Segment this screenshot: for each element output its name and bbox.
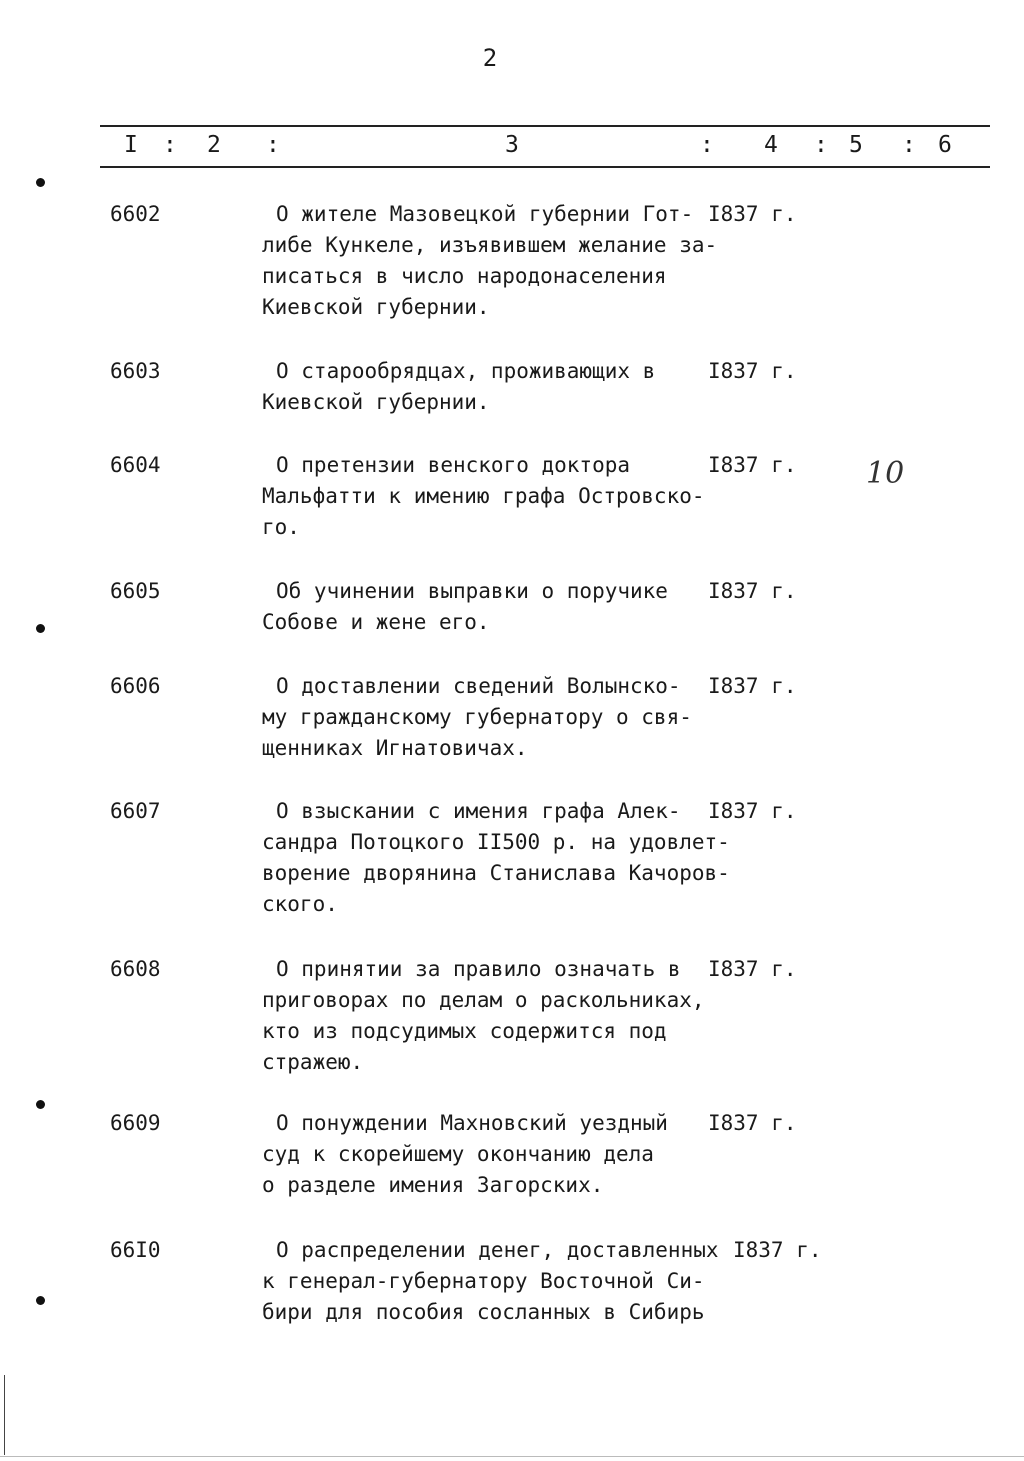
entry-number: 6608 <box>110 957 161 981</box>
entry-description <box>262 954 717 1078</box>
punch-hole-mark <box>36 1100 45 1109</box>
column-separator: : <box>163 132 177 158</box>
entry-year: I837 г. <box>733 1238 822 1262</box>
punch-hole-mark <box>36 178 45 187</box>
entry-number: 66I0 <box>110 1238 161 1262</box>
scan-edge-line <box>4 1375 5 1455</box>
entry-line: ского. <box>262 892 338 916</box>
entry-line: О доставлении сведений Волынско- <box>276 674 681 698</box>
entry-line: ворение дворянина Станислава Качоров- <box>262 861 730 885</box>
entry-line: кто из подсудимых содержится под <box>262 1019 667 1043</box>
entry-year: I837 г. <box>708 957 797 981</box>
entry-number: 6607 <box>110 799 161 823</box>
entry-line: О понуждении Махновский уездный <box>276 1111 668 1135</box>
entry-number: 6605 <box>110 579 161 603</box>
entry-number: 6603 <box>110 359 161 383</box>
column-separator: : <box>266 132 280 158</box>
column-separator: : <box>814 132 828 158</box>
entry-line: Об учинении выправки о поручике <box>276 579 668 603</box>
column-header-1: I <box>124 132 138 158</box>
entry-line: Киевской губернии. <box>262 390 490 414</box>
entry-number: 6602 <box>110 202 161 226</box>
entry-line: бири для пособия сосланных в Сибирь <box>262 1300 705 1324</box>
entry-line: сандра Потоцкого II500 р. на удовлет- <box>262 830 730 854</box>
entry-description <box>262 1235 717 1328</box>
entry-description <box>262 671 717 764</box>
entry-line: писаться в число народонаселения <box>262 264 667 288</box>
entry-line: О жителе Мазовецкой губернии Гот- <box>276 202 694 226</box>
entry-line: Киевской губернии. <box>262 295 490 319</box>
entry-line: го. <box>262 515 300 539</box>
entry-year: I837 г. <box>708 202 797 226</box>
entry-year: I837 г. <box>708 799 797 823</box>
entry-line: Собове и жене его. <box>262 610 490 634</box>
entry-line: О претензии венского доктора <box>276 453 631 477</box>
scan-bottom-edge <box>0 1456 1024 1457</box>
entry-description <box>262 450 717 543</box>
entry-line: стражею. <box>262 1050 364 1074</box>
entry-year: I837 г. <box>708 359 797 383</box>
column-header-6: 6 <box>938 132 952 158</box>
entry-line: приговорах по делам о раскольниках, <box>262 988 705 1012</box>
entry-line: либе Кункеле, изъявившем желание за- <box>262 233 718 257</box>
column-header-2: 2 <box>207 132 221 158</box>
entry-number: 6606 <box>110 674 161 698</box>
entry-line: щенниках Игнатовичах. <box>262 736 528 760</box>
column-separator: : <box>902 132 916 158</box>
column-header-5: 5 <box>849 132 863 158</box>
entry-number: 6609 <box>110 1111 161 1135</box>
header-top-rule <box>100 125 990 127</box>
column-header-4: 4 <box>764 132 778 158</box>
punch-hole-mark <box>36 1296 45 1305</box>
entry-year: I837 г. <box>708 453 797 477</box>
entry-line: к генерал-губернатору Восточной Си- <box>262 1269 705 1293</box>
header-bottom-rule <box>100 166 990 168</box>
entry-description <box>262 199 717 323</box>
entry-year: I837 г. <box>708 1111 797 1135</box>
entry-year: I837 г. <box>708 674 797 698</box>
entry-line: О взыскании с имения графа Алек- <box>276 799 681 823</box>
entry-description <box>262 576 717 638</box>
entry-line: Мальфатти к имению графа Островско- <box>262 484 705 508</box>
entry-year: I837 г. <box>708 579 797 603</box>
page-number: 2 <box>482 44 498 72</box>
handwritten-note: 10 <box>866 456 905 491</box>
entry-line: о разделе имения Загорских. <box>262 1173 604 1197</box>
entry-line: му гражданскому губернатору о свя- <box>262 705 692 729</box>
entry-description <box>262 796 730 920</box>
entry-description <box>262 356 717 418</box>
column-separator: : <box>700 132 714 158</box>
entry-number: 6604 <box>110 453 161 477</box>
entry-line: О принятии за правило означать в <box>276 957 681 981</box>
punch-hole-mark <box>36 624 45 633</box>
column-header-3: 3 <box>505 132 519 158</box>
entry-line: О старообрядцах, проживающих в <box>276 359 656 383</box>
entry-line: суд к скорейшему окончанию дела <box>262 1142 654 1166</box>
entry-line: О распределении денег, доставленных <box>276 1238 719 1262</box>
entry-description <box>262 1108 717 1201</box>
